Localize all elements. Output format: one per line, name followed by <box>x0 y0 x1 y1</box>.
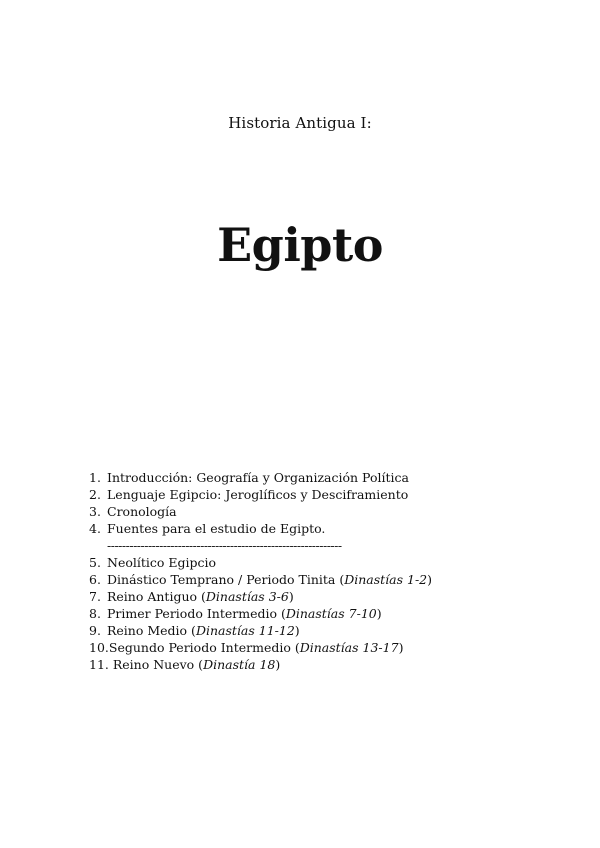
toc-item-text: Cronología <box>107 504 177 519</box>
toc-item-number: 3. <box>89 504 101 519</box>
toc-separator: --------------------------------------------------------------- <box>107 538 342 553</box>
toc-item <box>89 520 432 537</box>
toc-item <box>89 486 432 503</box>
toc-item-number: 10. <box>89 640 109 655</box>
toc-item-number: 6. <box>89 572 101 587</box>
toc-item <box>89 622 432 639</box>
toc-item-number: 8. <box>89 606 101 621</box>
toc-item-number: 7. <box>89 589 101 604</box>
toc-item-text: Neolítico Egipcio <box>107 555 217 570</box>
toc-item-text: Dinástico Temprano / Periodo Tinita (Dinastías 1-2) <box>107 572 433 587</box>
toc-item-text: Reino Nuevo (Dinastía 18) <box>112 657 281 672</box>
toc-item <box>89 588 432 605</box>
toc-item-text: Lenguaje Egipcio: Jeroglíficos y Desciframiento <box>107 487 409 502</box>
toc-item-number: 2. <box>89 487 101 502</box>
toc-item-number: 1. <box>89 470 101 485</box>
toc-item <box>89 656 432 673</box>
toc-item-text: Fuentes para el estudio de Egipto. <box>107 521 326 536</box>
toc-item-number: 5. <box>89 555 101 570</box>
course-subtitle: Historia Antigua I: <box>228 114 372 132</box>
toc-item <box>89 469 432 486</box>
dynasty-range: Dinastías 13-17 <box>299 640 399 655</box>
toc-item-text: Reino Antiguo (Dinastías 3-6) <box>107 589 294 604</box>
toc-item-number: 11. <box>89 657 109 672</box>
toc-item-text: Primer Periodo Intermedio (Dinastías 7-10) <box>107 606 382 621</box>
table-of-contents <box>89 469 432 673</box>
toc-item-text: Introducción: Geografía y Organización Política <box>107 470 409 485</box>
toc-item-text: Segundo Periodo Intermedio (Dinastías 13-17) <box>108 640 404 655</box>
dynasty-range: Dinastía 18 <box>203 657 276 672</box>
toc-item <box>89 503 432 520</box>
toc-item <box>89 571 432 588</box>
toc-item-number: 9. <box>89 623 101 638</box>
toc-item-number: 4. <box>89 521 101 536</box>
toc-item <box>89 639 432 656</box>
dynasty-range: Dinastías 11-12 <box>195 623 295 638</box>
toc-item <box>89 605 432 622</box>
page-title: Egipto <box>217 218 383 272</box>
toc-item-text: Reino Medio (Dinastías 11-12) <box>107 623 300 638</box>
dynasty-range: Dinastías 1-2 <box>344 572 428 587</box>
dynasty-range: Dinastías 7-10 <box>285 606 377 621</box>
toc-item <box>89 554 432 571</box>
dynasty-range: Dinastías 3-6 <box>205 589 289 604</box>
